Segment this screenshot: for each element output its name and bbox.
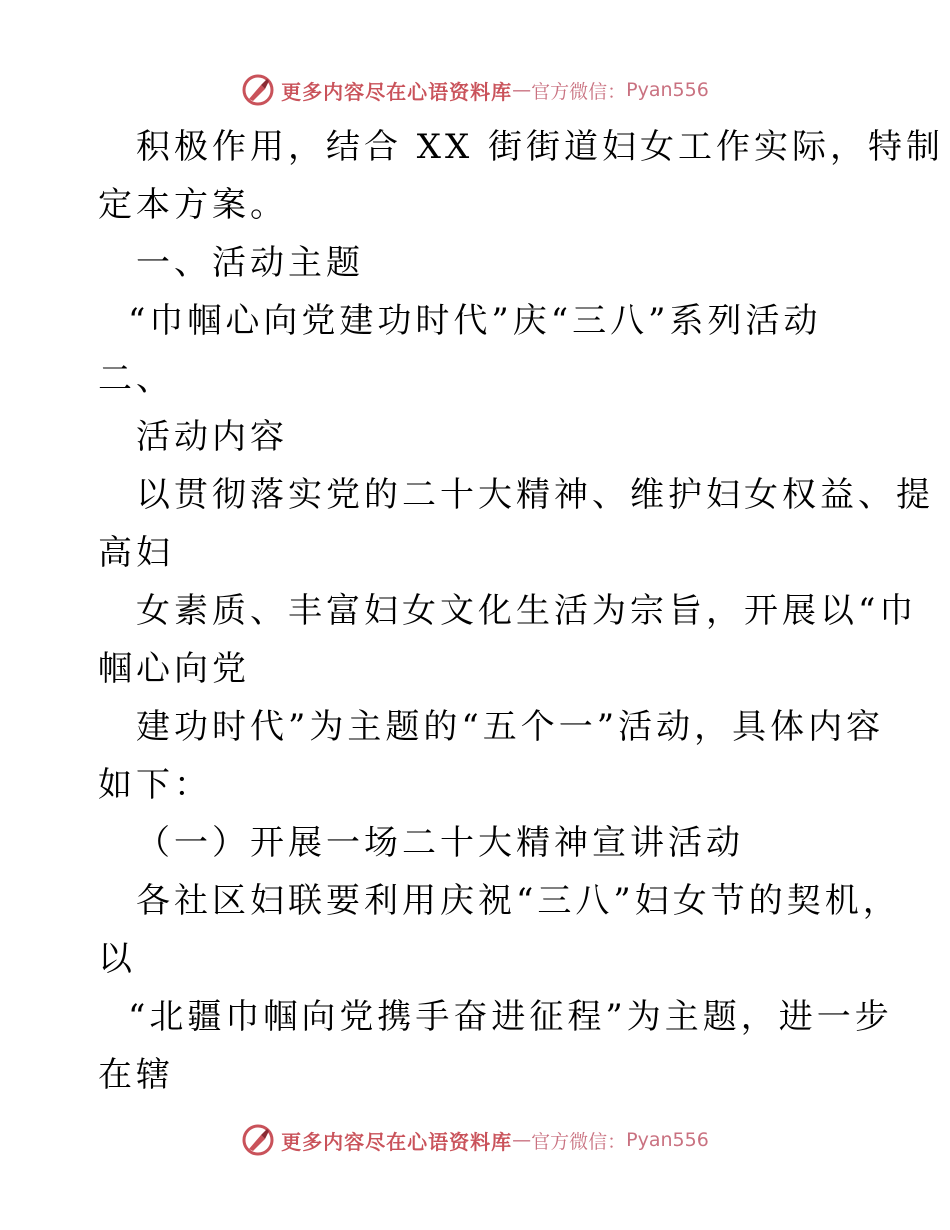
paragraph-line: “北疆巾帼向党携手奋进征程”为主题，进一步 [128,997,893,1037]
watermark-wechat-label: 官方微信： [531,80,627,103]
pen-nib-circle-icon [241,1123,275,1157]
paragraph-line: 以 [98,939,136,979]
watermark-wechat-label: 官方微信： [531,1130,627,1153]
paragraph-line: 在辖 [98,1055,174,1095]
header-watermark [0,70,950,110]
paragraph-line: 定本方案。 [98,185,288,225]
section-heading: 一、活动主题 [136,243,364,283]
watermark-site-text: 更多内容尽在心语资料库 [281,1129,513,1154]
paragraph-line: “巾帼心向党建功时代”庆“三八”系列活动 [128,301,822,341]
paragraph-line: 积极作用，结合 XX 街街道妇女工作实际，特制 [136,127,945,167]
pen-nib-circle-icon [241,73,275,107]
paragraph-line: 高妇 [98,533,174,573]
watermark-wechat-id: Pyan556 [626,1129,709,1151]
section-heading: 二、 [98,359,174,399]
subsection-heading: （一）开展一场二十大精神宣讲活动 [136,823,744,863]
watermark-wechat-id: Pyan556 [626,79,709,101]
section-heading: 活动内容 [136,417,288,457]
document-body [98,118,945,1104]
paragraph-line: 如下： [98,765,212,805]
paragraph-line: 帼心向党 [98,649,250,689]
paragraph-line: 建功时代”为主题的“五个一”活动，具体内容 [136,707,885,747]
watermark-site-text: 更多内容尽在心语资料库 [281,79,513,104]
paragraph-line: 各社区妇联要利用庆祝“三八”妇女节的契机， [136,881,901,921]
paragraph-line: 以贯彻落实党的二十大精神、维护妇女权益、提 [136,475,934,515]
paragraph-line: 女素质、丰富妇女文化生活为宗旨，开展以“巾 [136,591,918,631]
footer-watermark [0,1120,950,1160]
watermark-separator: — [512,79,532,101]
watermark-separator: — [512,1129,532,1151]
